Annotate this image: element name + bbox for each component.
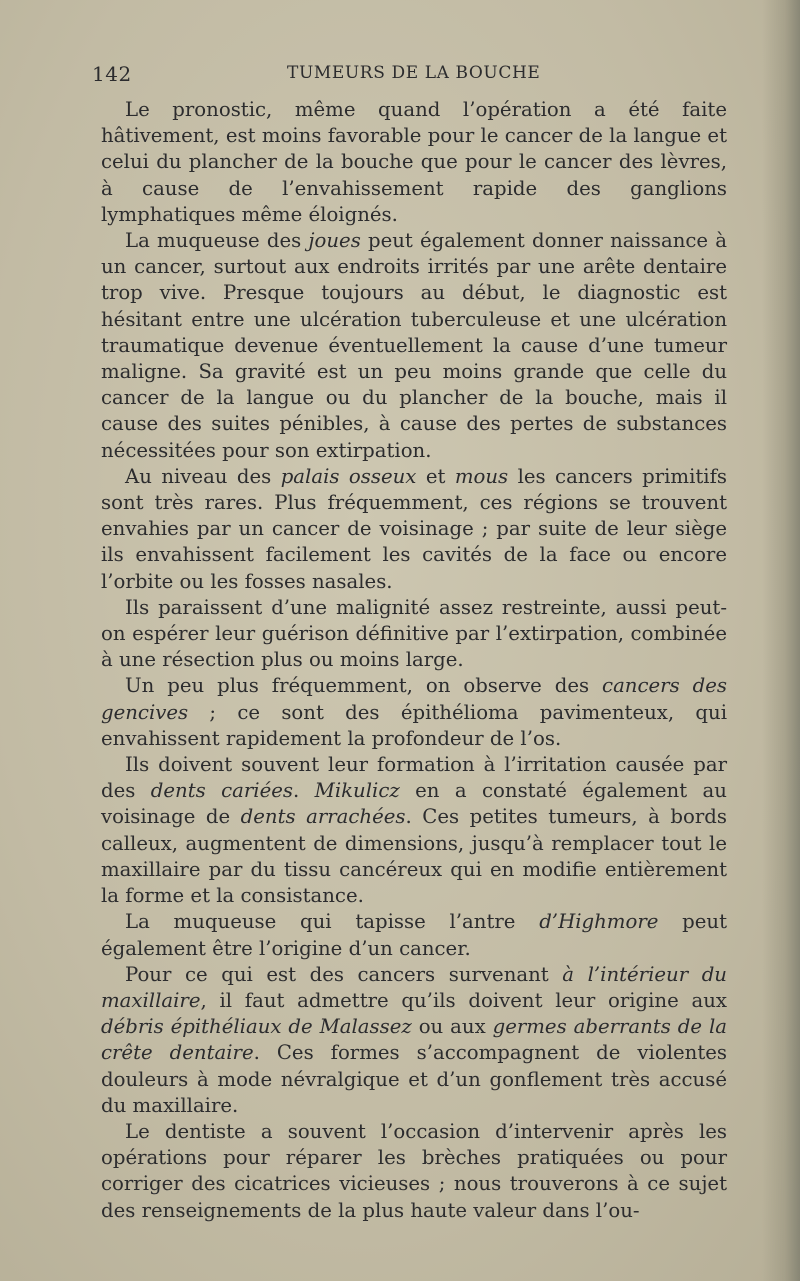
text-run: Pour ce qui est des cancers survenant	[125, 962, 563, 986]
text-run: ; ce sont des épithélioma pavimenteux, qui envahissent rapidement la profondeur de l’os.	[101, 700, 727, 750]
italic-term: dents cariées	[150, 779, 293, 803]
text-run: Ils paraissent d’une malignité assez restreinte, aussi peut-on espérer leur guérison définitive par l’extirpation, combinée à une résection plus ou moins large.	[101, 595, 727, 672]
italic-term: d’Highmore	[539, 910, 659, 934]
italic-term: mous	[454, 464, 509, 488]
page-header	[92, 62, 732, 86]
italic-term: joues	[308, 229, 361, 253]
text-run: . Ces petites tumeurs, à bords calleux, augmentent de dimensions, jusqu’à remplacer tout le maxillaire par du tissu cancéreux qui en modifie entièrement la forme et la consistance.	[101, 805, 727, 908]
page-edge-shadow	[762, 0, 800, 1281]
text-run: . Ces formes s’accompagnent de violentes douleurs à mode névralgique et d’un gonflement très accusé du maxillaire.	[101, 1041, 727, 1117]
body-text	[101, 97, 727, 1224]
italic-term: germes aberrants de la crête dentaire	[101, 1015, 727, 1065]
text-run: peut également être l’origine d’un cancer.	[101, 910, 727, 960]
text-run: , il faut admettre qu’ils doivent leur origine aux	[200, 988, 727, 1012]
paragraph	[101, 752, 727, 909]
paragraph	[101, 97, 727, 228]
italic-term: palais osseux	[280, 464, 417, 488]
text-run: Un peu plus fréquemment, on observe des	[125, 674, 603, 698]
text-run: ou aux	[411, 1015, 493, 1039]
text-run: et	[416, 464, 455, 488]
text-run: .	[293, 779, 315, 803]
text-run: en a constaté également au voisinage de	[101, 779, 727, 829]
paragraph	[101, 464, 727, 595]
paragraph	[101, 673, 727, 752]
text-run: La muqueuse qui tapisse l’antre	[125, 910, 540, 934]
italic-term: à l’intérieur du maxillaire	[101, 962, 727, 1012]
text-run: Le pronostic, même quand l’opération a été faite hâtivement, est moins favorable pour le cancer de la langue et celui du plancher de la bouche que pour le cancer des lèvres, à cause de l’envahissement rapide des ganglions lymphatiques même éloignés.	[101, 98, 727, 226]
italic-term: Mikulicz	[314, 779, 400, 803]
italic-term: débris épithéliaux de Malassez	[101, 1015, 412, 1039]
text-run: peut également donner naissance à un cancer, surtout aux endroits irrités par une arête dentaire trop vive. Presque toujours au début, le diagnostic est hésitant entre une ulcération tuberculeuse et une ulcération traumatique devenue éventuellement la cause d’une tumeur maligne. Sa gravité est un peu moins grande que celle du cancer de la langue ou du plancher de la bouche, mais il cause des suites pénibles, à cause des pertes de substances nécessitées pour son extirpation.	[101, 229, 727, 462]
page-number: 142	[92, 62, 132, 86]
paragraph	[101, 909, 727, 961]
italic-term: cancers des gencives	[101, 674, 728, 724]
paragraph	[101, 228, 727, 464]
italic-term: dents arrachées	[240, 805, 406, 829]
text-run: les cancers primitifs sont très rares. Plus fréquemment, ces régions se trouvent envahies par un cancer de voisinage ; par suite de leur siège ils envahissent facilement les cavités de la face ou encore l’orbite ou les fosses nasales.	[101, 464, 727, 593]
running-title: TUMEURS DE LA BOUCHE	[287, 63, 541, 83]
text-run: Au niveau des	[125, 464, 281, 488]
text-run: Ils doivent souvent leur formation à l’irritation causée par des	[101, 753, 727, 803]
text-run: Le dentiste a souvent l’occasion d’intervenir après les opérations pour réparer les brèches pratiquées ou pour corriger des cicatrices vicieuses ; nous trouverons à ce sujet des renseignements de la plus haute valeur dans l’ou-	[101, 1119, 727, 1222]
paragraph	[101, 595, 727, 674]
paragraph	[101, 1119, 727, 1224]
paragraph	[101, 962, 727, 1119]
text-run: La muqueuse des	[125, 229, 309, 253]
